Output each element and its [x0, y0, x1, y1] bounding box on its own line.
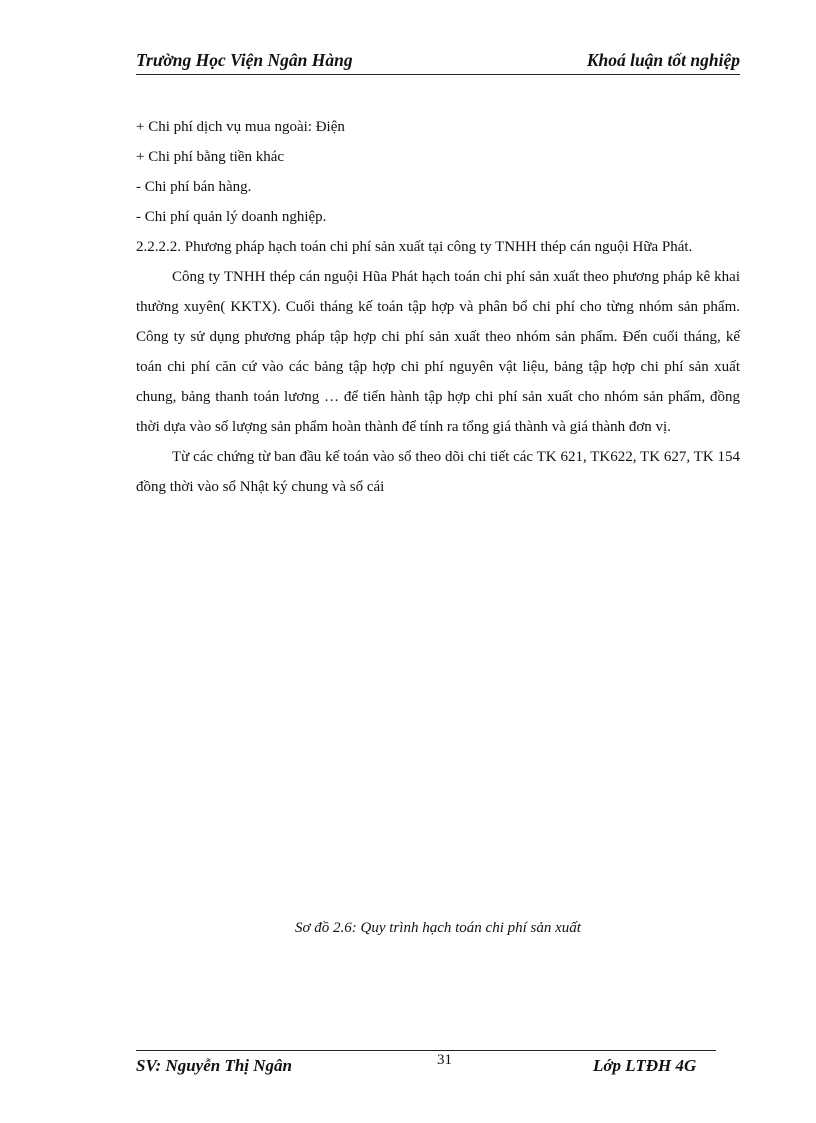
header-school-name: Trường Học Viện Ngân Hàng	[136, 50, 353, 70]
page-content	[136, 112, 740, 502]
body-line-2: + Chi phí bằng tiền khác	[136, 149, 285, 165]
header-document-type: Khoá luận tốt nghiệp	[586, 50, 740, 70]
page-number: 31	[437, 1052, 452, 1068]
body-line-1: + Chi phí dịch vụ mua ngoài: Điện	[136, 119, 345, 135]
footer-divider	[136, 1050, 716, 1051]
section-heading: 2.2.2.2. Phương pháp hạch toán chi phí sản xuất tại công ty TNHH thép cán nguội Hữa Phát.	[136, 239, 693, 255]
body-line-3: - Chi phí bán hàng.	[136, 179, 252, 195]
paragraph-2: Từ các chứng từ ban đầu kế toán vào sổ theo dõi chi tiết các TK 621, TK622, TK 627, TK 154 đồng thời vào sổ Nhật ký chung và sổ cái	[136, 449, 740, 495]
body-line-4: - Chi phí quản lý doanh nghiệp.	[136, 209, 327, 225]
footer-student-name: SV: Nguyễn Thị Ngân	[136, 1056, 293, 1075]
page-header	[136, 48, 740, 75]
footer-class-name: Lớp LTĐH 4G	[593, 1056, 697, 1075]
paragraph-1: Công ty TNHH thép cán nguội Hũa Phát hạch toán chi phí sản xuất theo phương pháp kê khai thường xuyên( KKTX). Cuối tháng kế toán tập hợp và phân bổ chi phí cho từng nhóm sản phẩm. Công ty sử dụng phương pháp tập hợp chi phí sản xuất theo nhóm sản phẩm. Đến cuối tháng, kế toán chi phí căn cứ vào các bảng tập hợp chi phí nguyên vật liệu, bảng tập hợp chi phí sản xuất chung, bảng thanh toán lương … để tiến hành tập hợp chi phí sản xuất cho nhóm sản phẩm, đồng thời dựa vào số lượng sản phẩm hoàn thành để tính ra tổng giá thành và giá thành đơn vị.	[136, 269, 740, 435]
figure-caption: Sơ đồ 2.6: Quy trình hạch toán chi phí sản xuất	[295, 920, 581, 936]
